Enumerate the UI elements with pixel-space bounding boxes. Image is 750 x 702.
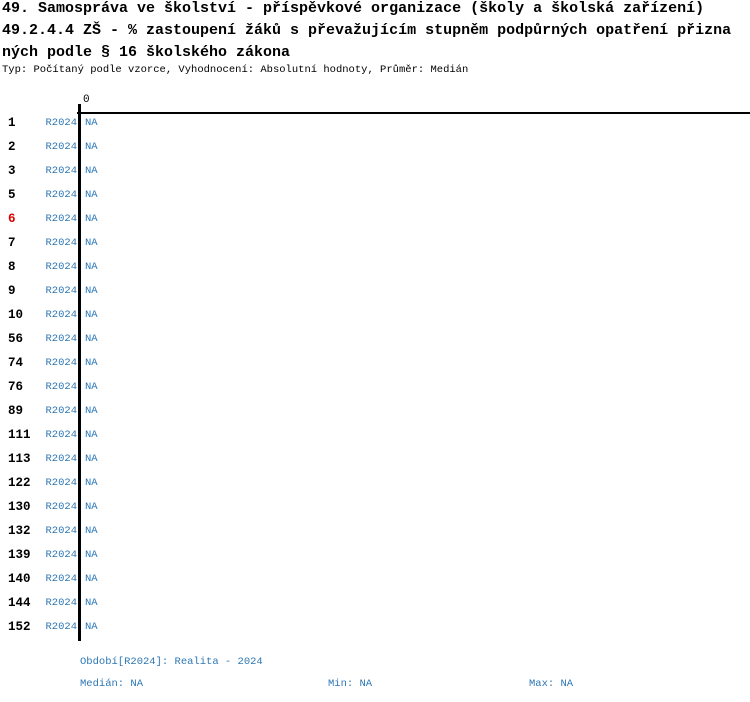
row-category-label: 6 [8, 212, 16, 226]
row-value-label: NA [85, 597, 98, 609]
chart-row [0, 423, 750, 447]
row-period-label: R2024 [45, 285, 77, 297]
row-period-label: R2024 [45, 189, 77, 201]
row-value-label: NA [85, 285, 98, 297]
chart-row [0, 351, 750, 375]
x-axis-zero-tick-label: 0 [83, 94, 90, 106]
row-value-label: NA [85, 165, 98, 177]
row-value-label: NA [85, 381, 98, 393]
row-category-label: 8 [8, 260, 16, 274]
row-value-label: NA [85, 141, 98, 153]
footer-period-label: Období[R2024]: Realita - 2024 [80, 656, 263, 668]
chart-row [0, 183, 750, 207]
row-value-label: NA [85, 453, 98, 465]
row-period-label: R2024 [45, 597, 77, 609]
row-category-label: 56 [8, 332, 24, 346]
row-period-label: R2024 [45, 141, 77, 153]
row-value-label: NA [85, 261, 98, 273]
row-category-label: 130 [8, 500, 31, 514]
row-period-label: R2024 [45, 477, 77, 489]
chart-title-line-2: 49.2.4.4 ZŠ - % zastoupení žáků s převažujícím stupněm podpůrných opatření přizna [2, 22, 732, 39]
footer-max-label: Max: NA [529, 678, 574, 690]
chart-subtitle: Typ: Počítaný podle vzorce, Vyhodnocení: Absolutní hodnoty, Průměr: Medián [2, 64, 469, 76]
chart-row [0, 255, 750, 279]
chart-row [0, 519, 750, 543]
row-category-label: 140 [8, 572, 31, 586]
row-period-label: R2024 [45, 453, 77, 465]
row-category-label: 144 [8, 596, 31, 610]
row-period-label: R2024 [45, 549, 77, 561]
chart-row [0, 159, 750, 183]
row-value-label: NA [85, 405, 98, 417]
chart-row [0, 303, 750, 327]
row-period-label: R2024 [45, 357, 77, 369]
row-category-label: 74 [8, 356, 24, 370]
chart-row [0, 327, 750, 351]
row-value-label: NA [85, 501, 98, 513]
chart-row [0, 471, 750, 495]
row-category-label: 3 [8, 164, 16, 178]
chart-row [0, 495, 750, 519]
footer-median-label: Medián: NA [80, 678, 144, 690]
row-value-label: NA [85, 309, 98, 321]
row-category-label: 122 [8, 476, 31, 490]
row-category-label: 5 [8, 188, 16, 202]
row-category-label: 7 [8, 236, 16, 250]
row-value-label: NA [85, 621, 98, 633]
chart-row [0, 231, 750, 255]
row-value-label: NA [85, 357, 98, 369]
row-value-label: NA [85, 117, 98, 129]
row-category-label: 9 [8, 284, 16, 298]
row-period-label: R2024 [45, 525, 77, 537]
chart-row [0, 279, 750, 303]
row-category-label: 2 [8, 140, 16, 154]
chart-row [0, 399, 750, 423]
row-period-label: R2024 [45, 501, 77, 513]
row-value-label: NA [85, 549, 98, 561]
row-period-label: R2024 [45, 573, 77, 585]
chart-row [0, 447, 750, 471]
row-period-label: R2024 [45, 165, 77, 177]
chart-row [0, 567, 750, 591]
row-value-label: NA [85, 573, 98, 585]
chart-row [0, 615, 750, 639]
row-period-label: R2024 [45, 309, 77, 321]
row-value-label: NA [85, 525, 98, 537]
row-period-label: R2024 [45, 237, 77, 249]
row-value-label: NA [85, 213, 98, 225]
row-category-label: 113 [8, 452, 31, 466]
row-period-label: R2024 [45, 381, 77, 393]
row-period-label: R2024 [45, 333, 77, 345]
chart-row [0, 591, 750, 615]
row-value-label: NA [85, 477, 98, 489]
row-category-label: 76 [8, 380, 24, 394]
row-category-label: 10 [8, 308, 24, 322]
row-category-label: 1 [8, 116, 16, 130]
row-value-label: NA [85, 237, 98, 249]
row-period-label: R2024 [45, 429, 77, 441]
row-period-label: R2024 [45, 213, 77, 225]
row-period-label: R2024 [45, 261, 77, 273]
row-period-label: R2024 [45, 405, 77, 417]
row-value-label: NA [85, 333, 98, 345]
row-period-label: R2024 [45, 621, 77, 633]
chart-row [0, 207, 750, 231]
chart-row [0, 543, 750, 567]
row-period-label: R2024 [45, 117, 77, 129]
chart-row [0, 111, 750, 135]
chart-title-line-1: 49. Samospráva ve školství - příspěvkové organizace (školy a školská zařízení) [2, 0, 705, 17]
footer-min-label: Min: NA [328, 678, 373, 690]
row-category-label: 139 [8, 548, 31, 562]
row-category-label: 89 [8, 404, 24, 418]
chart-rows [0, 111, 750, 639]
row-value-label: NA [85, 429, 98, 441]
chart-row [0, 375, 750, 399]
row-value-label: NA [85, 189, 98, 201]
chart-title-line-3: ných podle § 16 školského zákona [2, 44, 291, 61]
row-category-label: 111 [8, 428, 31, 442]
row-category-label: 132 [8, 524, 31, 538]
row-category-label: 152 [8, 620, 31, 634]
chart-row [0, 135, 750, 159]
